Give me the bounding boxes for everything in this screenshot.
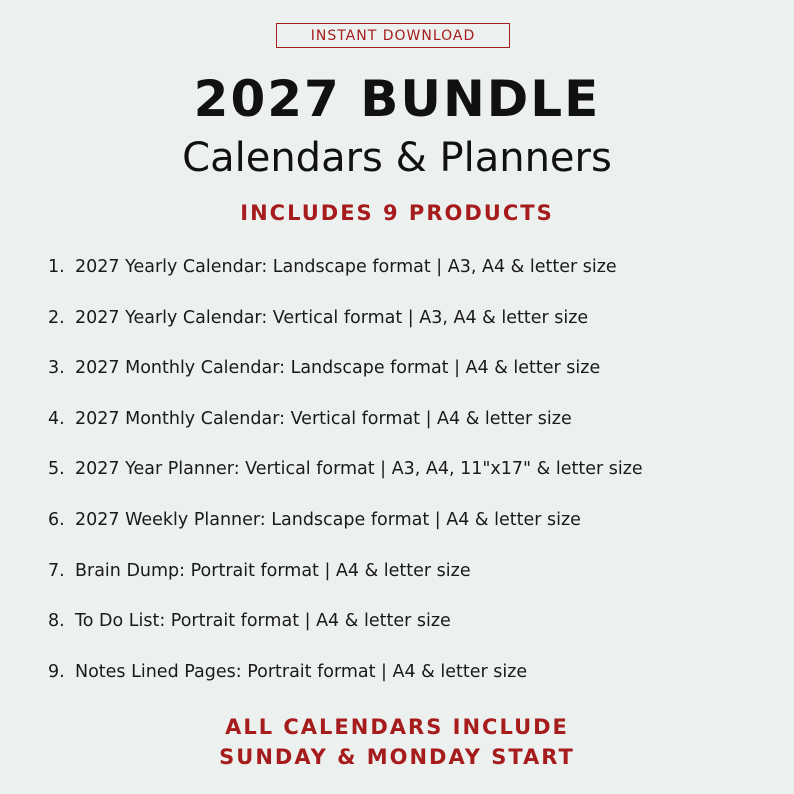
includes-prefix: INCLUDES: [240, 201, 383, 225]
list-item-number: 5.: [48, 459, 65, 480]
list-item: [48, 503, 788, 554]
list-item: [48, 554, 788, 605]
footer-note: [0, 712, 794, 772]
list-item-text: 2027 Yearly Calendar: Landscape format | A3, A4 & letter size: [75, 257, 617, 277]
includes-suffix: PRODUCTS: [399, 201, 554, 225]
list-item-text: 2027 Yearly Calendar: Vertical format | A3, A4 & letter size: [75, 307, 589, 328]
list-item-text: 2027 Year Planner: Vertical format | A3, A4, 11"x17" & letter size: [75, 459, 643, 480]
list-item-text: Notes Lined Pages: Portrait format | A4 & letter size: [75, 661, 528, 682]
list-item-text: 2027 Monthly Calendar: Vertical format | A4 & letter size: [75, 408, 572, 429]
list-item: [48, 250, 788, 301]
list-item-text: To Do List: Portrait format | A4 & letter size: [75, 611, 451, 632]
list-item-text: 2027 Weekly Planner: Landscape format | A4 & letter size: [75, 509, 581, 530]
list-item: [48, 402, 788, 453]
includes-heading: [0, 198, 794, 228]
footer-line-2: SUNDAY & MONDAY START: [219, 745, 575, 769]
list-item: [48, 452, 788, 503]
list-item-number: 4.: [48, 408, 65, 429]
list-item: [48, 301, 788, 352]
list-item: [48, 604, 788, 655]
page-title: 2027 BUNDLE: [193, 70, 601, 128]
product-list: [48, 250, 788, 705]
list-item-number: 3.: [48, 358, 65, 379]
list-item-number: 9.: [48, 661, 65, 682]
list-item-number: 1.: [48, 257, 65, 277]
badge-label: INSTANT DOWNLOAD: [310, 27, 476, 44]
list-item-text: 2027 Monthly Calendar: Landscape format | A4 & letter size: [75, 358, 601, 379]
list-item-number: 8.: [48, 611, 65, 632]
list-item-number: 6.: [48, 509, 65, 530]
footer-line-1: ALL CALENDARS INCLUDE: [225, 715, 569, 739]
list-item-number: 7.: [48, 560, 65, 581]
page-subtitle: Calendars & Planners: [182, 135, 612, 181]
list-item: [48, 655, 788, 706]
instant-download-badge: [276, 23, 510, 48]
list-item-text: Brain Dump: Portrait format | A4 & letter size: [75, 560, 471, 581]
includes-count: 9: [383, 201, 400, 225]
list-item: [48, 351, 788, 402]
list-item-number: 2.: [48, 307, 65, 328]
